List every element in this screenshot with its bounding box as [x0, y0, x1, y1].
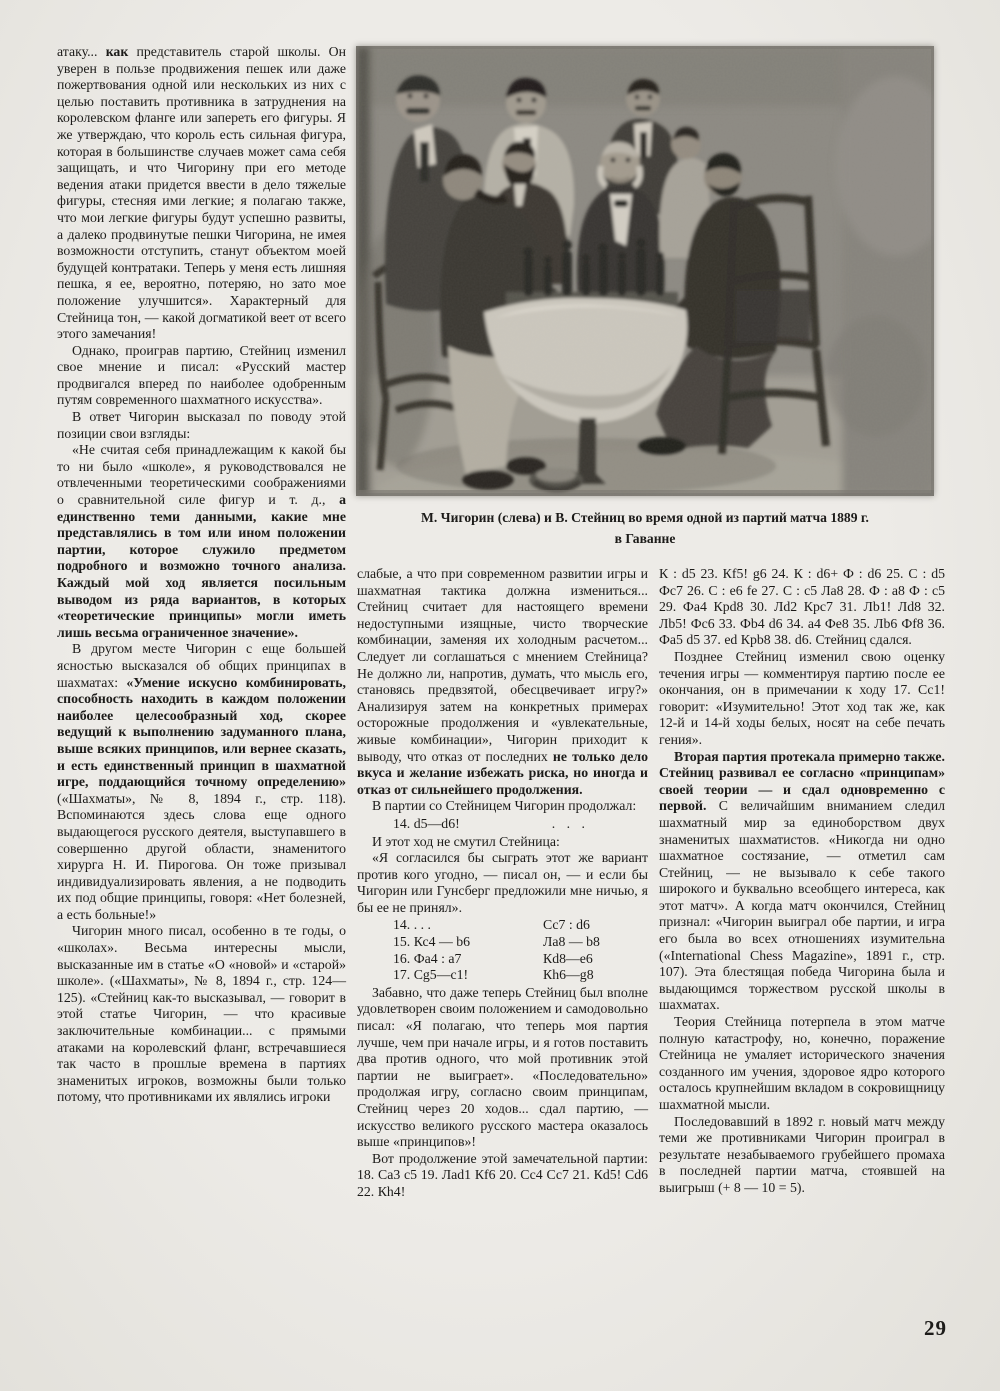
text-segment: В партии со Стейницем Чигорин продолжал: [372, 798, 637, 814]
paragraph [57, 442, 346, 641]
paragraph [659, 1014, 945, 1114]
text-segment: В другом месте Чигорин с еще большей ясностью высказался об общих принципах в шахматах: [57, 641, 346, 690]
moves-table [357, 917, 648, 983]
text-segment: Забавно, что даже теперь Стейниц был вполне удовлетворен своим положением и самодовольно писал: «Я полагаю, что теперь моя партия лучше, чем при начале игры, и я готов поставить два против одного, что мой противник этой партии не выиграет». «Последовательно» продолжая игру, согласно своим принципам, Стейниц через 20 ходов... сдал партию, — искусство великого русского мастера оказалось выше «принципов»! [357, 984, 648, 1150]
photo-caption-line2: в Гаванне [614, 531, 676, 546]
paragraph [659, 649, 945, 749]
paragraph [357, 985, 648, 1151]
paragraph [659, 1114, 945, 1197]
match-photo [356, 46, 934, 496]
text-segment: («Шахматы», № 8, 1894 г., стр. 118). Вспоминаются здесь слова еще одного выдающегося русского деятеля, выступавшего в совершенно другой области, знаменитого хирурга Н. И. Пирогова. Он тоже призывал индивидуализировать явления, а не подводить их под общие принципы, говоря: «Нет болезней, а есть больные!» [57, 790, 346, 922]
text-segment: представитель старой школы. Он уверен в пользе продвижения пешек или даже пожертвования одной или нескольких из них с целью поставить противника в затруднения на королевском фланге или запереть его фигуры. Я же утверждаю, что король есть сильная фигура, которая в большинстве случаев может сама себя защищать, и что Чигорину при его методе ведения атаки придется ввести в дело тяжелые фигуры, стесняя ими легкие; я полагаю также, что мои легкие фигуры будут успешно развиты, а далеко продвинутые пешки Чигорина, не имея возможности отступить, станут объектом моей будущей контратаки. Теперь у меня есть лишняя пешка, я ее, вероятно, потеряю, но зато мое положение улучшится». Характерный для Стейница тон, — какой догматикой веет от всего этого замечания! [57, 44, 346, 342]
paragraph [57, 923, 346, 1106]
paragraph [57, 44, 346, 343]
right-column [659, 566, 945, 1197]
photo-caption [356, 507, 934, 549]
paragraph [659, 566, 945, 649]
text-segment: Однако, проиграв партию, Стейниц изменил свое мнение и писал: «Русский мастер продвигался вперед по наиболее одобренным путям современного шахматного искусства». [57, 342, 346, 408]
page-number: 29 [924, 1316, 947, 1340]
move-white: 14. d5—d6! [393, 815, 460, 831]
paragraph [357, 834, 648, 851]
text-segment: а единственно теми данными, какие мне представлялись в том или ином положении партии, которое служило предметом подробного и возможно точного анализа. Каждый мой ход является посильным выводом из ряда вариантов, в которых «теоретические принципы» могли иметь лишь весьма ограниченное значение». [57, 492, 346, 640]
paragraph [57, 343, 346, 409]
paragraph [659, 749, 945, 1015]
move-row [357, 951, 648, 968]
text-segment: как [105, 44, 129, 59]
paragraph [357, 1151, 648, 1201]
text-segment: Последовавший в 1892 г. новый матч между теми же противниками Чигорин проиграл в результате незабываемого грубейшего промаха в последней партии матча, стоявшей на выигрыш (+ 8 — 10 = 5). [659, 1113, 945, 1195]
text-segment: И этот ход не смутил Стейница: [372, 833, 560, 849]
photo-caption-line1: М. Чигорин (слева) и В. Стейниц во время одной из партий матча 1889 г. [421, 510, 869, 525]
move-black: Кh6—g8 [543, 967, 594, 983]
move-row [357, 917, 648, 934]
match-photo-painting [356, 46, 934, 496]
move-white: 14. . . . [393, 917, 431, 933]
paragraph [57, 409, 346, 442]
text-segment: не только дело вкуса и желание избежать риска, но иногда и отказ от сильнейшего продолжения. [357, 748, 648, 797]
text-segment: атаку... [57, 44, 106, 59]
text-segment: Теория Стейница потерпела в этом матче полную катастрофу, но, конечно, поражение Стейница не умаляет исторического значения созданного им учения, здоровое ядро которого осталось крупнейшим вкладом в сокровищницу шахматной мысли. [659, 1014, 945, 1112]
move-row [357, 967, 648, 984]
left-column [57, 44, 346, 1106]
text-segment: «Не считая себя принадлежащим к какой бы то ни было «школе», я руководствовался не отвлеченными теоретическими соображениями о сравнительной силе фигур и т. д., [57, 442, 346, 508]
text-segment: С величайшим вниманием следил шахматный мир за единоборством двух знаменитых шахматистов. «Никогда ни одно шахматное состязание, — отметил сам Стейниц, — не вызывало к себе такого широкого и буквально всеобщего интереса, как этот матч». А когда матч окончился, Стейниц признал: «Чигорин выиграл обе партии, и игра его была во всех отношениях изумительна («International Chess Magazine», 1891 г., стр. 107). Эта блестящая победа Чигорина была и выдающимся торжеством русской школы в шахматах. [659, 798, 945, 1013]
paragraph [357, 566, 648, 798]
text-segment: Вот продолжение этой замечательной партии: 18. Са3 с5 19. Лаd1 Кf6 20. Сс4 Сс7 21. Кd5! Сd6 22. Кh4! [357, 1150, 648, 1199]
text-segment: «Я согласился бы сыграть этот же вариант против кого угодно, — писал он, — и если бы Чигорин или Гунсберг предложили мне ничью, я бы ее не принял». [357, 850, 648, 915]
move-white: 15. Кс4 — b6 [393, 934, 471, 950]
text-segment: Вторая партия протекала примерно также. Стейниц развивал ее согласно «принципам» своей теории — и сдал одновременно с первой. [659, 748, 945, 814]
move-white: 17. Сg5—с1! [393, 967, 469, 983]
move-line-14 [357, 816, 648, 833]
move-white: 16. Фа4 : а7 [393, 950, 462, 966]
move-black: Ла8 — b8 [543, 934, 600, 950]
paragraph [357, 850, 648, 916]
text-segment: Позднее Стейниц изменил свою оценку течения игры — комментируя партию после ее окончания, он в примечании к ходу 17. Сс1! говорит: «Изумительно! Этот ход так же, как 12-й и 14-й ходы белых, носят на себе печать гения». [659, 648, 945, 747]
middle-column [357, 566, 648, 1201]
text-segment: Чигорин много писал, особенно в те годы, о «школах». Весьма интересны мысли, высказанные им в статье «О «новой» и «старой» школе». («Шахматы», № 8, 1894 г., стр. 124—125). «Стейниц как-то высказывал, — говорит в этой статье Чигорин, — что красивые заключительные комбинации... с прямыми атаками на королевский фланг, встречавшиеся так часто в прошлые времена в партиях знаменитых игроков, возможны были только потому, что противниками их являлись игроки [57, 923, 346, 1105]
move-black: Кd8—е6 [543, 950, 593, 966]
text-segment: «Умение искусно комбинировать, способность находить в каждом положении наиболее целесообразный ход, скорее ведущий к выполнению задуманного плана, выше всяких принципов, или вернее сказать, и есть единственный принцип в шахматной игре, поддающийся точному определению» [57, 674, 346, 790]
move-row [357, 934, 648, 951]
paragraph [357, 798, 648, 815]
text-segment: К : d5 23. Кf5! g6 24. К : d6+ Ф : d6 25. С : d5 Фс7 26. С : е6 fe 27. С : с5 Ла8 28. Ф : а8 Ф : с5 29. Фа4 Крd8 30. Лd2 Крс7 31. Лb1! Лd8 32. Лb5! Фс6 33. Фb4 d6 34. а4 Фе8 35. Лb6 Фf8 36. Фа5 d5 37. ed Крb8 38. d6. Стейниц сдался. [659, 566, 945, 648]
paragraph [57, 641, 346, 923]
move-black: . . . [551, 815, 589, 831]
text-segment: В ответ Чигорин высказал по поводу этой позиции свои взгляды: [57, 409, 346, 441]
text-segment: слабые, а что при современном развитии игры и шахматная тактика должна измениться... Стейниц считает для настоящего времени недоступными изящные, чисто творческие комбинации, заменяя их холодным расчетом... Следует ли соглашаться с мнением Стейница? Не должно ли, напротив, думать, что мысль его, становясь предвзятой, обесцвечивает игру?» Анализируя затем на конкретных примерах осторожные продолжения и «увлекательные, живые комбинации», Чигорин приходит к выводу, что отказ от последних [357, 566, 648, 764]
move-black: Сс7 : d6 [543, 917, 590, 933]
